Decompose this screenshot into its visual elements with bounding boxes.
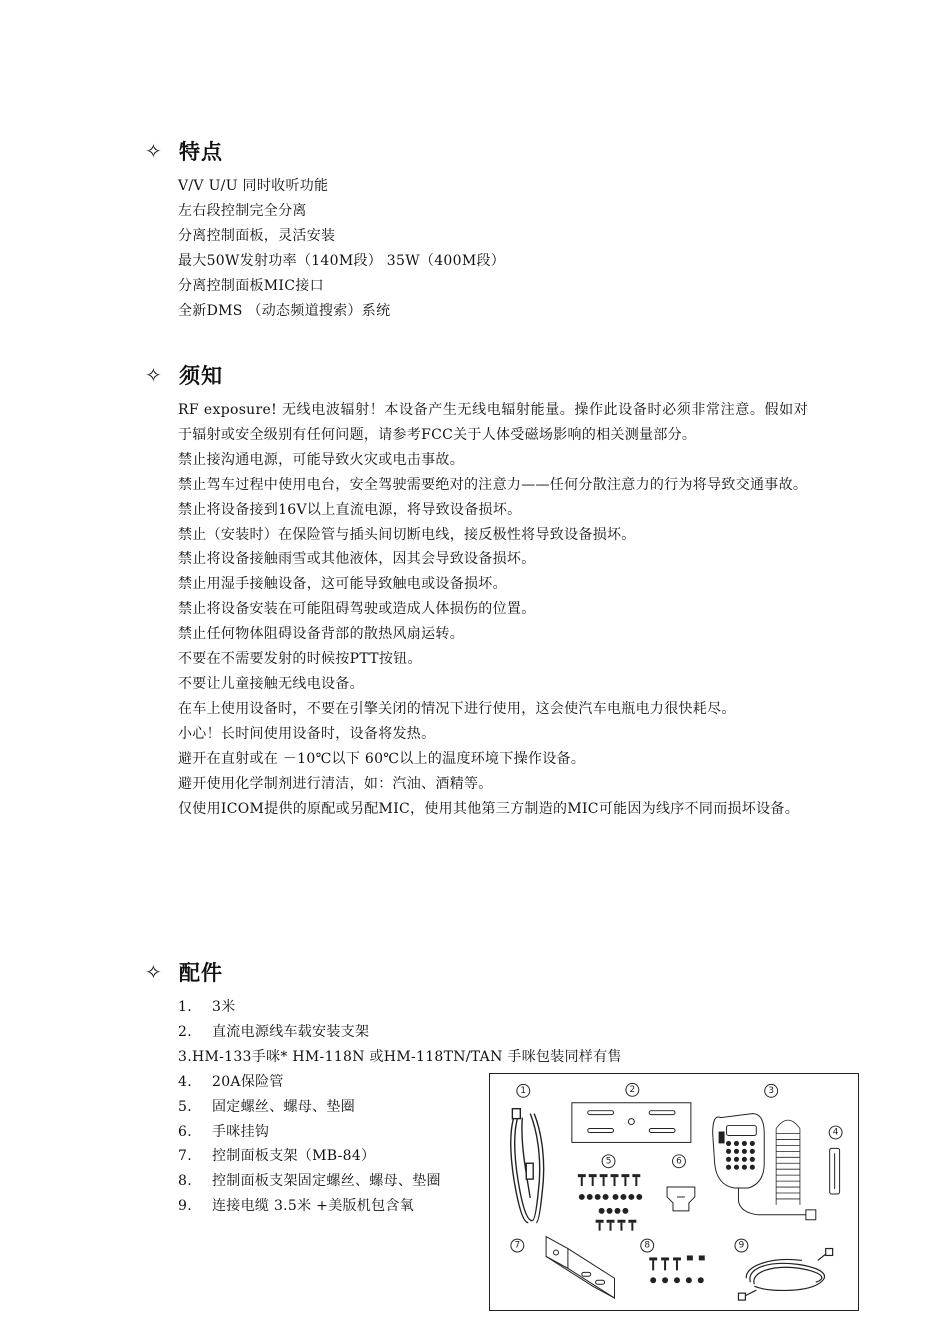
features-item: 分离控制面板，灵活安装 xyxy=(178,227,336,244)
figure-label-4: 4 xyxy=(832,1127,839,1138)
accessory-item: 6. 手咪挂钩 xyxy=(178,1123,270,1140)
notice-item: 禁止将设备接触雨雪或其他液体，因其会导致设备损坏。 xyxy=(178,551,536,568)
figure-label-1: 1 xyxy=(520,1085,527,1096)
bracket-screws-drawing xyxy=(649,1255,705,1283)
accessory-item: 1. 3米 xyxy=(178,999,236,1015)
features-title: 特点 xyxy=(179,140,223,164)
connection-cable-drawing xyxy=(738,1249,832,1301)
accessories-title: 配件 xyxy=(179,961,223,985)
notice-item: 禁止将设备接到16V以上直流电源，将导致设备损坏。 xyxy=(178,501,522,518)
accessory-item: 9. 连接电缆 3.5米 +美版机包含氧 xyxy=(178,1198,414,1215)
notice-item: 禁止接沟通电源，可能导致火灾或电击事故。 xyxy=(178,451,464,468)
notice-item: 避开使用化学制剂进行清洁，如：汽油、酒精等。 xyxy=(178,775,493,792)
notice-item: 禁止将设备安装在可能阻碍驾驶或造成人体损伤的位置。 xyxy=(178,601,536,618)
notice-item: 仅使用ICOM提供的原配或另配MIC，使用其他第三方制造的MIC可能因为线序不同而损坏设备。 xyxy=(178,800,800,817)
figure-label-8: 8 xyxy=(644,1240,651,1251)
accessory-item: 5. 固定螺丝、螺母、垫圈 xyxy=(178,1098,355,1115)
notice-title: 须知 xyxy=(179,364,223,388)
hand-microphone-drawing xyxy=(713,1114,816,1220)
accessory-item: 4. 20A保险管 xyxy=(178,1073,284,1090)
mounting-bracket-drawing xyxy=(572,1103,691,1143)
features-item: 分离控制面板MIC接口 xyxy=(178,277,324,294)
accessory-item: 2. 直流电源线车载安装支架 xyxy=(178,1023,370,1040)
accessory-item: 8. 控制面板支架固定螺丝、螺母、垫圈 xyxy=(178,1173,441,1190)
mic-hanger-drawing xyxy=(667,1187,695,1211)
dc-power-cable-drawing xyxy=(511,1109,544,1223)
accessory-item: 3. HM-133手咪* HM-118N 或HM-118TN/TAN 手咪包装同样有售 xyxy=(178,1048,622,1065)
notice-item: 避开在直射或在 －10℃以下 60℃以上的温度环境下操作设备。 xyxy=(178,750,586,767)
features-list xyxy=(178,174,808,323)
diamond-outline-icon: ✧ xyxy=(145,960,163,984)
section-title-accessories xyxy=(145,957,223,987)
figure-label-5: 5 xyxy=(605,1156,612,1167)
notice-item: 禁止任何物体阻碍设备背部的散热风扇运转。 xyxy=(178,626,464,643)
figure-label-3: 3 xyxy=(768,1085,775,1096)
fuse-drawing xyxy=(830,1148,840,1194)
notice-item: 禁止（安装时）在保险管与插头间切断电线，接反极性将导致设备损坏。 xyxy=(178,526,636,543)
accessories-figure xyxy=(489,1073,859,1311)
notice-item: 在车上使用设备时，不要在引擎关闭的情况下进行使用，这会使汽车电瓶电力很快耗尽。 xyxy=(178,700,736,717)
screws-nuts-washers-drawing xyxy=(578,1174,642,1231)
notice-item: 小心！长时间使用设备时，设备将发热。 xyxy=(178,725,436,742)
section-title-features xyxy=(145,136,223,166)
notice-item: 不要在不需要发射的时候按PTT按钮。 xyxy=(178,651,422,668)
figure-label-2: 2 xyxy=(629,1084,636,1095)
figure-label-6: 6 xyxy=(676,1156,682,1167)
accessories-illustration xyxy=(490,1074,858,1310)
notice-item: 不要让儿童接触无线电设备。 xyxy=(178,675,364,692)
notice-item: 禁止用湿手接触设备，这可能导致触电或设备损坏。 xyxy=(178,576,507,593)
notice-list xyxy=(178,398,808,821)
accessory-item: 7. 控制面板支架（MB-84） xyxy=(178,1148,376,1165)
features-item: 最大50W发射功率（140M段） 35W（400M段） xyxy=(178,252,506,269)
diamond-outline-icon: ✧ xyxy=(145,363,163,387)
features-item: 全新DMS （动态频道搜索）系统 xyxy=(178,302,391,319)
features-item: 左右段控制完全分离 xyxy=(178,202,307,219)
notice-item: 禁止驾车过程中使用电台，安全驾驶需要绝对的注意力——任何分散注意力的行为将导致交通事故。 xyxy=(178,476,808,493)
diamond-outline-icon: ✧ xyxy=(145,139,163,163)
section-title-notice xyxy=(145,360,223,390)
features-item: V/V U/U 同时收听功能 xyxy=(178,178,329,194)
controller-bracket-drawing xyxy=(546,1237,614,1298)
notice-item: RF exposure! 无线电波辐射！本设备产生无线电辐射能量。操作此设备时必须非常注意。假如对于辐射或安全级别有任何问题，请参考FCC关于人体受磁场影响的相关测量部分。 xyxy=(178,402,808,443)
figure-label-9: 9 xyxy=(738,1240,745,1251)
figure-label-7: 7 xyxy=(514,1240,521,1251)
accessories-list xyxy=(178,995,622,1219)
